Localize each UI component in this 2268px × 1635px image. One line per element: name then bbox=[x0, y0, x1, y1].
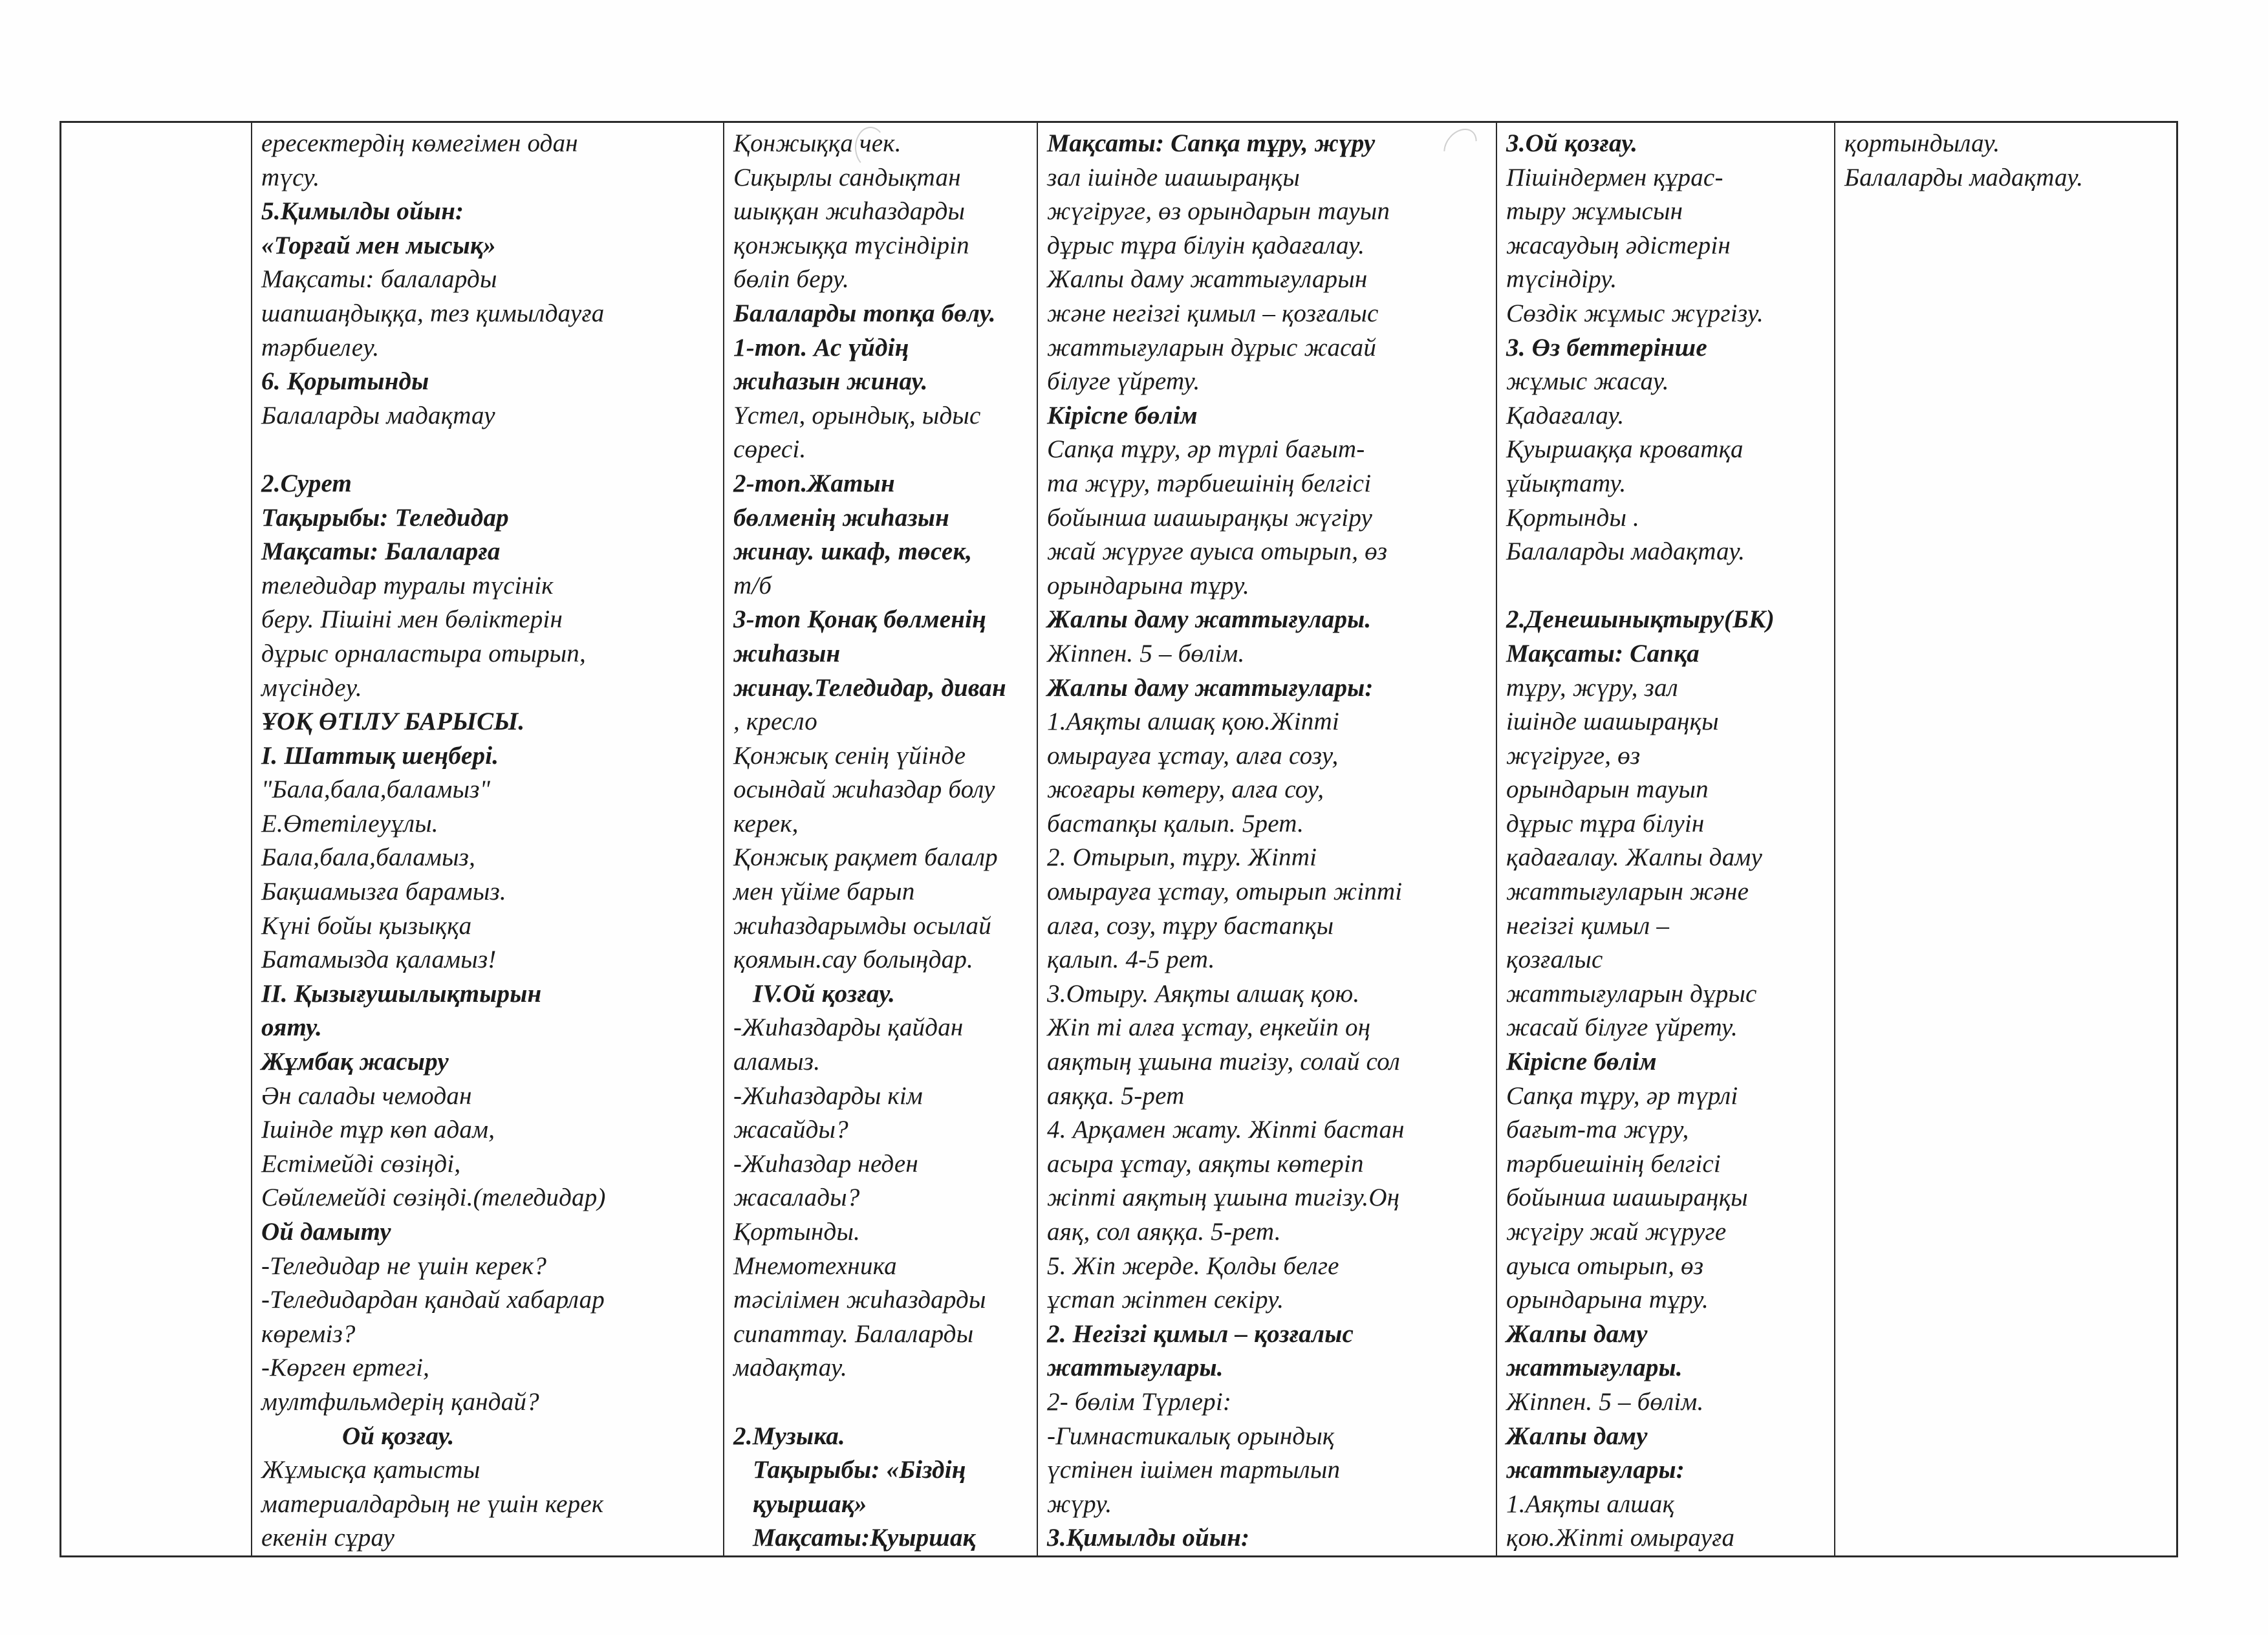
text-line: аяқтың ұшына тигізу, солай сол bbox=[1047, 1048, 1401, 1076]
text-line: жасайды? bbox=[733, 1116, 848, 1144]
text-line: Бала,бала,баламыз, bbox=[261, 843, 476, 872]
text-line: 2- бөлім Түрлері: bbox=[1047, 1387, 1232, 1416]
text-line: қортындылау. bbox=[1844, 129, 2000, 157]
text-line: түсу. bbox=[261, 163, 320, 191]
text-line: зал ішінде шашыраңқы bbox=[1047, 163, 1300, 191]
text-line: 2.Сурет bbox=[261, 469, 352, 497]
scan-mark bbox=[855, 127, 886, 168]
text-line: 2. Негізгі қимыл – қозғалыс bbox=[1047, 1319, 1354, 1348]
text-line: 6. Қорытынды bbox=[261, 367, 429, 396]
text-line: бойынша шашыраңқы жүгіру bbox=[1047, 503, 1373, 532]
text-line: жиһаздарымды осылай bbox=[733, 911, 991, 940]
text-line: Қонжық сенің үйінде bbox=[733, 741, 966, 770]
text-line: жасаудың әдістерін bbox=[1506, 231, 1731, 259]
text-line: Тақырыбы: Теледидар bbox=[261, 503, 509, 532]
text-line: Сөйлемейді сөзіңді.(теледидар) bbox=[261, 1184, 606, 1212]
text-line: 3. Өз беттерінше bbox=[1506, 333, 1707, 362]
table-cell-activity-2 bbox=[724, 123, 1037, 1555]
text-line: жүгіруге, өз bbox=[1506, 741, 1641, 770]
text-line: -Көрген ертегі, bbox=[261, 1354, 430, 1382]
text-line: ІІ. Қызығушылықтырын bbox=[261, 979, 542, 1008]
text-line: Жіппен. 5 – бөлім. bbox=[1047, 639, 1245, 667]
text-line: 5. Жіп жерде. Қолды белге bbox=[1047, 1251, 1339, 1280]
text-line: екенін сұрау bbox=[261, 1524, 395, 1552]
text-line: үстінен ішімен тартылып bbox=[1047, 1456, 1341, 1484]
text-line: аламыз. bbox=[733, 1048, 821, 1076]
text-line bbox=[261, 433, 717, 467]
text-line: 2.Денешынықтыру(БК) bbox=[1506, 605, 1775, 634]
text-line: Қонжық рақмет балалр bbox=[733, 843, 998, 872]
table-cell-day bbox=[61, 123, 251, 1555]
text-line: -Гимнастикалық орындық bbox=[1047, 1422, 1335, 1450]
text-line: мултфильмдерің қандай? bbox=[261, 1387, 539, 1416]
text-line: Жалпы даму жаттығулары. bbox=[1047, 605, 1372, 634]
text-line: беру. Пішіні мен бөліктерін bbox=[261, 605, 563, 634]
text-line: Қуыршаққа кроватқа bbox=[1506, 435, 1744, 464]
text-line: Үстел, орындық, ыдыс bbox=[733, 401, 981, 429]
text-line: бастапқы қалып. 5рет. bbox=[1047, 809, 1304, 838]
text-line: та жүру, тәрбиешінің белгісі bbox=[1047, 469, 1372, 497]
text-line: 1.Аяқты алшақ қою.Жіпті bbox=[1047, 708, 1339, 736]
text-line: Мақсаты: балаларды bbox=[261, 265, 497, 294]
text-line: жаттығулары. bbox=[1047, 1354, 1224, 1382]
text-line: Сөздік жұмыс жүргізу. bbox=[1506, 299, 1764, 327]
text-line: Кіріспе бөлім bbox=[1047, 401, 1198, 429]
text-line: Мақсаты: Балаларға bbox=[261, 537, 501, 566]
text-line: -Жиһаздар неден bbox=[733, 1149, 918, 1178]
text-line: ауыса отырып, өз bbox=[1506, 1251, 1704, 1280]
text-line: қуыршақ» bbox=[753, 1489, 867, 1518]
text-line: Мақсаты: Сапқа тұру, жүру bbox=[1047, 129, 1376, 157]
text-line: қозғалыс bbox=[1506, 946, 1603, 974]
text-line: дұрыс орналастыра отырып, bbox=[261, 639, 586, 667]
text-line: бөліп беру. bbox=[733, 265, 849, 294]
text-line: теледидар туралы түсінік bbox=[261, 571, 554, 600]
text-line: Жалпы даму жаттығуларын bbox=[1047, 265, 1368, 294]
text-line: Мақсаты: Сапқа bbox=[1506, 639, 1700, 667]
text-line: мүсіндеу. bbox=[261, 673, 362, 702]
text-line: жинау.Теледидар, диван bbox=[733, 673, 1006, 702]
text-line: Жіппен. 5 – бөлім. bbox=[1506, 1387, 1704, 1416]
text-line: Жалпы даму bbox=[1506, 1319, 1648, 1348]
text-line: Балаларды мадақтау. bbox=[1506, 537, 1745, 566]
table-cell-activity-1 bbox=[252, 123, 723, 1555]
text-line: Қадағалау. bbox=[1506, 401, 1625, 429]
text-line: қоямын.сау болыңдар. bbox=[733, 946, 973, 974]
text-line: шыққан жиһаздарды bbox=[733, 197, 966, 226]
text-line: 1-топ. Ас үйдің bbox=[733, 333, 909, 362]
text-line: 3.Отыру. Аяқты алшақ қою. bbox=[1047, 979, 1360, 1008]
text-line: материалдардың не үшін керек bbox=[261, 1489, 604, 1518]
text-line: жаттығулары: bbox=[1506, 1456, 1685, 1484]
text-line: жиһазын bbox=[733, 639, 841, 667]
text-line: аяққа. 5-рет bbox=[1047, 1081, 1185, 1110]
text-line: мен үйіме барып bbox=[733, 878, 915, 906]
text-line: І. Шаттық шеңбері. bbox=[261, 741, 499, 770]
text-line: жасалады? bbox=[733, 1184, 860, 1212]
text-line: Жұмысқа қатысты bbox=[261, 1456, 481, 1484]
text-line: орындарын тауып bbox=[1506, 775, 1709, 804]
text-line: аяқ, сол аяққа. 5-рет. bbox=[1047, 1218, 1281, 1246]
text-line: көреміз? bbox=[261, 1319, 356, 1348]
text-line: қадағалау. Жалпы даму bbox=[1506, 843, 1763, 872]
text-line: ұйықтату. bbox=[1506, 469, 1626, 497]
text-line: Ән салады чемодан bbox=[261, 1081, 472, 1110]
text-line: 5.Қимылды ойын: bbox=[261, 197, 464, 226]
text-line: 3.Қимылды ойын: bbox=[1047, 1524, 1250, 1552]
text-line: Ішінде тұр көп адам, bbox=[261, 1116, 495, 1144]
text-line: жоғары көтеру, алға соу, bbox=[1047, 775, 1324, 804]
text-line: Балаларды мадақтау bbox=[261, 401, 495, 429]
text-line: керек, bbox=[733, 809, 799, 838]
text-line: дұрыс тұра білуін қадағалау. bbox=[1047, 231, 1365, 259]
text-line: Күні бойы қызыққа bbox=[261, 911, 472, 940]
text-line: жиһазын жинау. bbox=[733, 367, 928, 396]
text-line: жіпті аяқтың ұшына тигізу.Оң bbox=[1047, 1184, 1400, 1212]
text-line: осындай жиһаздар болу bbox=[733, 775, 995, 804]
text-line: жаттығуларын дұрыс жасай bbox=[1047, 333, 1377, 362]
text-line: Жіп ті алға ұстау, еңкейіп оң bbox=[1047, 1013, 1371, 1042]
text-line: бойынша шашыраңқы bbox=[1506, 1184, 1748, 1212]
text-line: Естімейді сөзіңді, bbox=[261, 1149, 461, 1178]
text-line: асыра ұстау, аяқты көтеріп bbox=[1047, 1149, 1364, 1178]
text-line: 2-топ.Жатын bbox=[733, 469, 895, 497]
text-line: Тақырыбы: «Біздің bbox=[753, 1456, 966, 1484]
text-line: сөресі. bbox=[733, 435, 806, 464]
text-line: -Теледидардан қандай хабарлар bbox=[261, 1286, 605, 1314]
text-line: т/б bbox=[733, 571, 772, 600]
table-cell-activity-5 bbox=[1835, 123, 2178, 1555]
text-line: 1.Аяқты алшақ bbox=[1506, 1489, 1675, 1518]
text-line: тұру, жүру, зал bbox=[1506, 673, 1678, 702]
text-line: жасай білуге үйрету. bbox=[1506, 1013, 1738, 1042]
text-line: мадақтау. bbox=[733, 1354, 847, 1382]
text-line: Мнемотехника bbox=[733, 1251, 897, 1280]
text-line: жаттығуларын дұрыс bbox=[1506, 979, 1757, 1008]
text-line: бағыт-та жүру, bbox=[1506, 1116, 1689, 1144]
text-line: жүгіру жай жүруге bbox=[1506, 1218, 1727, 1246]
text-line: омырауға ұстау, алға созу, bbox=[1047, 741, 1339, 770]
text-line: Пішіндермен құрас- bbox=[1506, 163, 1723, 191]
text-line: Қонжыққа чек. bbox=[733, 129, 902, 157]
text-line bbox=[733, 1385, 1030, 1420]
text-line: Жалпы даму жаттығулары: bbox=[1047, 673, 1374, 702]
text-line: 3.Ой қозғау. bbox=[1506, 129, 1638, 157]
text-line: Мақсаты:Қуыршақ bbox=[753, 1524, 976, 1552]
text-line: тәсілімен жиһаздарды bbox=[733, 1286, 986, 1314]
text-line bbox=[1506, 569, 1828, 603]
text-line: Кіріспе бөлім bbox=[1506, 1048, 1657, 1076]
text-line: Қортынды . bbox=[1506, 503, 1639, 532]
text-line: ересектердің көмегімен одан bbox=[261, 129, 578, 157]
text-line: ҰОҚ ӨТІЛУ БАРЫСЫ. bbox=[261, 708, 525, 736]
lesson-plan-table bbox=[59, 121, 2178, 1557]
text-line: қою.Жіпті омырауға bbox=[1506, 1524, 1735, 1552]
text-line: 3-топ Қонақ бөлменің bbox=[733, 605, 987, 634]
text-line: , кресло bbox=[733, 708, 817, 736]
text-line: бөлменің жиһазын bbox=[733, 503, 950, 532]
text-line: 2. Отырып, тұру. Жіпті bbox=[1047, 843, 1317, 872]
text-line: Бақшамызға барамыз. bbox=[261, 878, 506, 906]
text-line: ұстап жіптен секіру. bbox=[1047, 1286, 1284, 1314]
text-line: 2.Музыка. bbox=[733, 1422, 845, 1450]
table-cell-activity-3 bbox=[1038, 123, 1496, 1555]
text-line: "Бала,бала,баламыз" bbox=[261, 775, 491, 804]
text-line: «Торғай мен мысық» bbox=[261, 231, 496, 259]
text-line: Жұмбақ жасыру bbox=[261, 1048, 449, 1076]
text-line: Балаларды мадақтау. bbox=[1844, 163, 2084, 191]
text-line: негізгі қимыл – bbox=[1506, 911, 1670, 940]
text-line: Балаларды топқа бөлу. bbox=[733, 299, 996, 327]
text-line: ішінде шашыраңқы bbox=[1506, 708, 1719, 736]
text-line: және негізгі қимыл – қозғалыс bbox=[1047, 299, 1379, 327]
text-line: жаттығуларын және bbox=[1506, 878, 1749, 906]
text-line: -Жиһаздарды кім bbox=[733, 1081, 923, 1110]
text-line: Қортынды. bbox=[733, 1218, 861, 1246]
text-line: IV.Ой қозғау. bbox=[753, 979, 896, 1008]
text-line: тәрбиешінің белгісі bbox=[1506, 1149, 1721, 1178]
text-line: -Теледидар не үшін керек? bbox=[261, 1251, 547, 1280]
text-line: Батамызда қаламыз! bbox=[261, 946, 497, 974]
text-line: жұмыс жасау. bbox=[1506, 367, 1669, 396]
text-line: Ой қозғау. bbox=[342, 1422, 455, 1450]
text-line: Жалпы даму bbox=[1506, 1422, 1648, 1450]
text-line: Сапқа тұру, әр түрлі bbox=[1506, 1081, 1738, 1110]
text-line: Сиқырлы сандықтан bbox=[733, 163, 961, 191]
text-line: сипаттау. Балаларды bbox=[733, 1319, 974, 1348]
text-line: қонжыққа түсіндіріп bbox=[733, 231, 969, 259]
text-line: жинау. шкаф, төсек, bbox=[733, 537, 973, 566]
text-line: тыру жұмысын bbox=[1506, 197, 1683, 226]
text-line: алға, созу, тұру бастапқы bbox=[1047, 911, 1334, 940]
text-line: Ой дамыту bbox=[261, 1218, 391, 1246]
text-line: жай жүруге ауыса отырып, өз bbox=[1047, 537, 1388, 566]
text-line: омырауға ұстау, отырып жіпті bbox=[1047, 878, 1403, 906]
text-line: орындарына тұру. bbox=[1506, 1286, 1709, 1314]
text-line: қалып. 4-5 рет. bbox=[1047, 946, 1215, 974]
text-line: жүгіруге, өз орындарын тауып bbox=[1047, 197, 1390, 226]
text-line: Е.Өтетілеуұлы. bbox=[261, 809, 438, 838]
text-line: Сапқа тұру, әр түрлі бағыт- bbox=[1047, 435, 1365, 464]
text-line: жаттығулары. bbox=[1506, 1354, 1683, 1382]
text-line: түсіндіру. bbox=[1506, 265, 1617, 294]
text-line: дұрыс тұра білуін bbox=[1506, 809, 1705, 838]
table-cell-activity-4 bbox=[1497, 123, 1834, 1555]
text-line: тәрбиелеу. bbox=[261, 333, 380, 362]
text-line: жүру. bbox=[1047, 1489, 1112, 1518]
text-line: -Жиһаздарды қайдан bbox=[733, 1013, 964, 1042]
text-line: орындарына тұру. bbox=[1047, 571, 1249, 600]
text-line: шапшаңдыққа, тез қимылдауға bbox=[261, 299, 605, 327]
text-line: 4. Арқамен жату. Жіпті бастан bbox=[1047, 1116, 1405, 1144]
text-line: білуге үйрету. bbox=[1047, 367, 1200, 396]
text-line: ояту. bbox=[261, 1013, 323, 1042]
